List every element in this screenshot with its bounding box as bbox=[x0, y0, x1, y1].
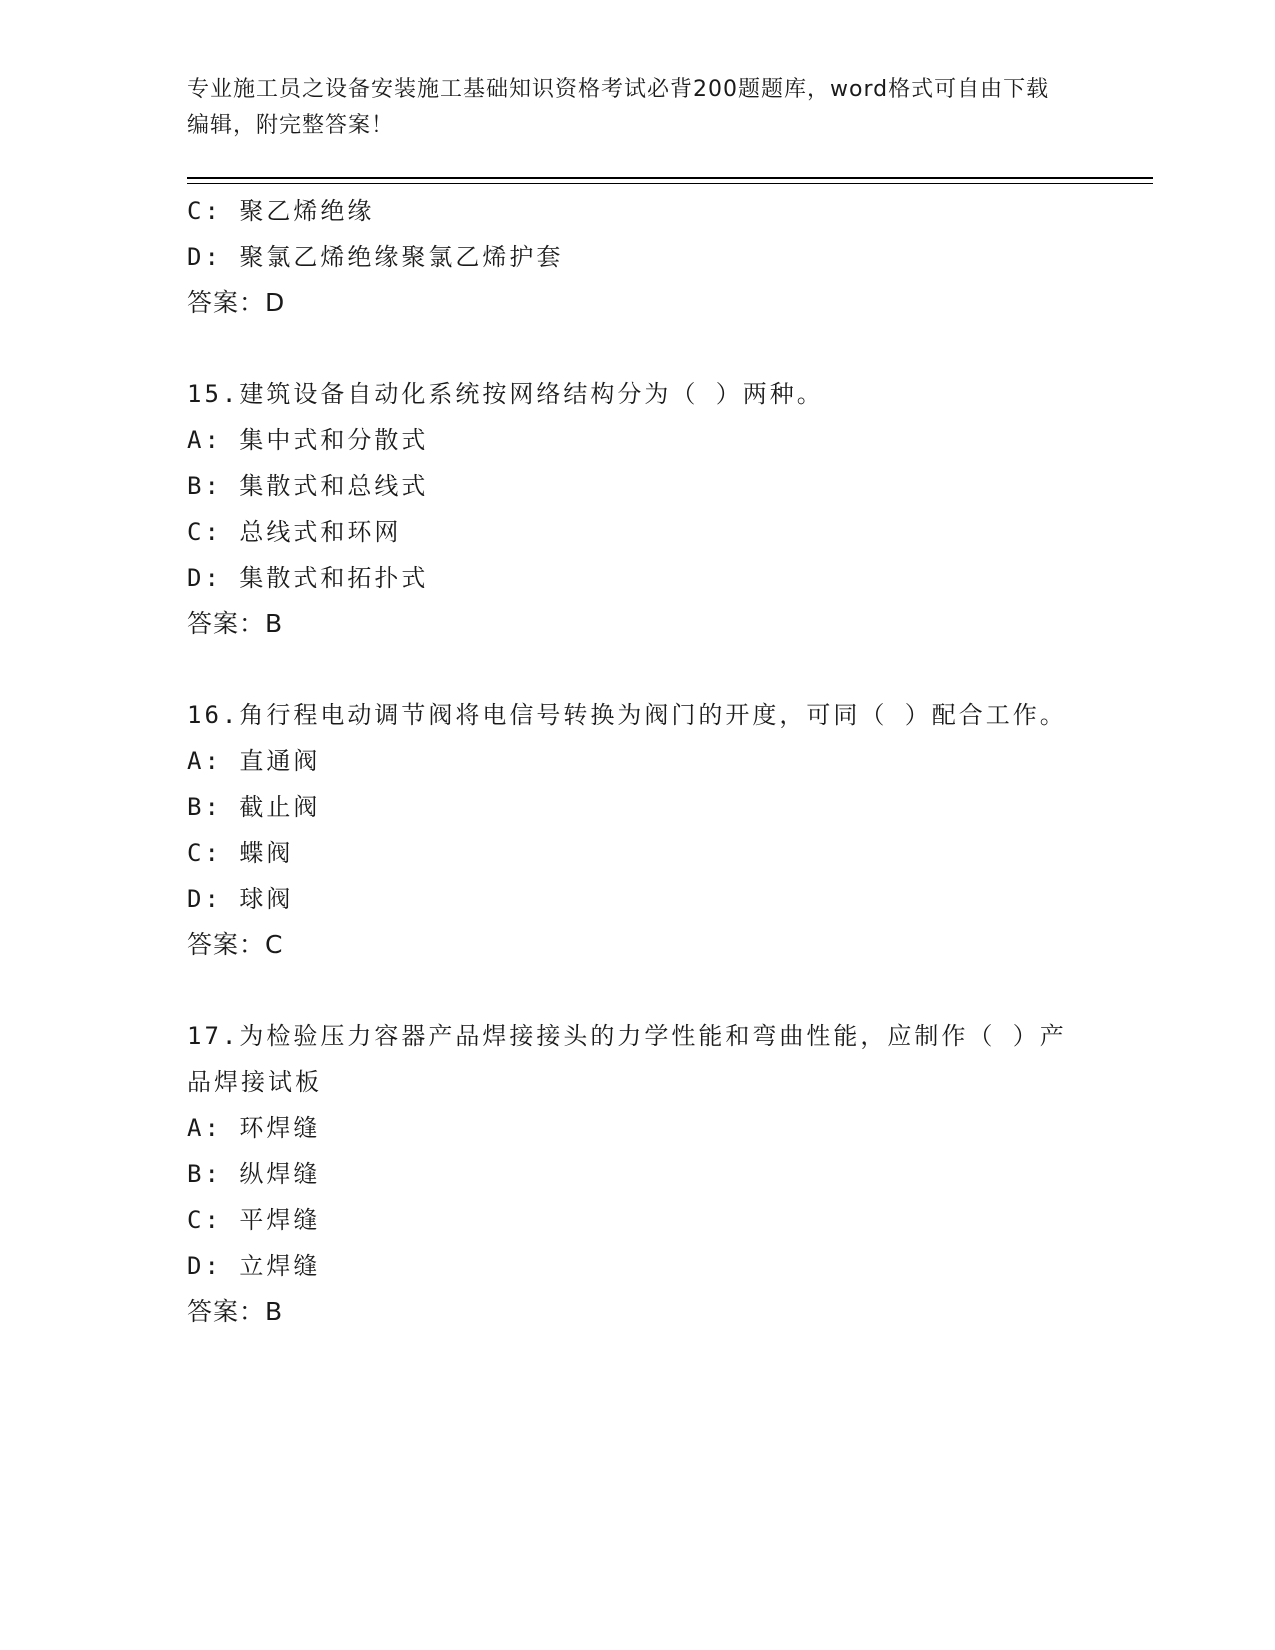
option-d: D: 立焊缝 bbox=[187, 1252, 321, 1280]
option-d: D: 球阀 bbox=[187, 885, 294, 913]
question-continuation bbox=[187, 188, 1067, 326]
option-d: D: 集散式和拓扑式 bbox=[187, 564, 429, 592]
answer: 答案：D bbox=[187, 288, 286, 317]
question-text: 17.为检验压力容器产品焊接接头的力学性能和弯曲性能，应制作（ ）产品焊接试板 bbox=[187, 1022, 1067, 1096]
question-16 bbox=[187, 692, 1067, 968]
question-15 bbox=[187, 371, 1067, 647]
option-c: C: 平焊缝 bbox=[187, 1206, 321, 1234]
answer: 答案：B bbox=[187, 1297, 284, 1326]
option-c: C: 蝶阀 bbox=[187, 839, 294, 867]
option-a: A: 环焊缝 bbox=[187, 1114, 321, 1142]
question-text: 16.角行程电动调节阀将电信号转换为阀门的开度，可同（ ）配合工作。 bbox=[187, 701, 1067, 729]
header-rule-thick bbox=[187, 177, 1153, 179]
option-a: A: 集中式和分散式 bbox=[187, 426, 429, 454]
option-b: B: 截止阀 bbox=[187, 793, 321, 821]
option-b: B: 集散式和总线式 bbox=[187, 472, 429, 500]
document-body bbox=[187, 188, 1067, 1335]
option-c: C: 聚乙烯绝缘 bbox=[187, 197, 375, 225]
option-a: A: 直通阀 bbox=[187, 747, 321, 775]
option-d: D: 聚氯乙烯绝缘聚氯乙烯护套 bbox=[187, 243, 564, 271]
option-c: C: 总线式和环网 bbox=[187, 518, 402, 546]
answer: 答案：C bbox=[187, 930, 284, 959]
header-rule-thin bbox=[187, 183, 1153, 184]
document-header: 专业施工员之设备安装施工基础知识资格考试必背200题题库，word格式可自由下载编辑，附完整答案！ bbox=[187, 77, 1050, 138]
question-17 bbox=[187, 1013, 1067, 1335]
option-b: B: 纵焊缝 bbox=[187, 1160, 321, 1188]
question-text: 15.建筑设备自动化系统按网络结构分为（ ）两种。 bbox=[187, 380, 824, 408]
answer: 答案：B bbox=[187, 609, 284, 638]
